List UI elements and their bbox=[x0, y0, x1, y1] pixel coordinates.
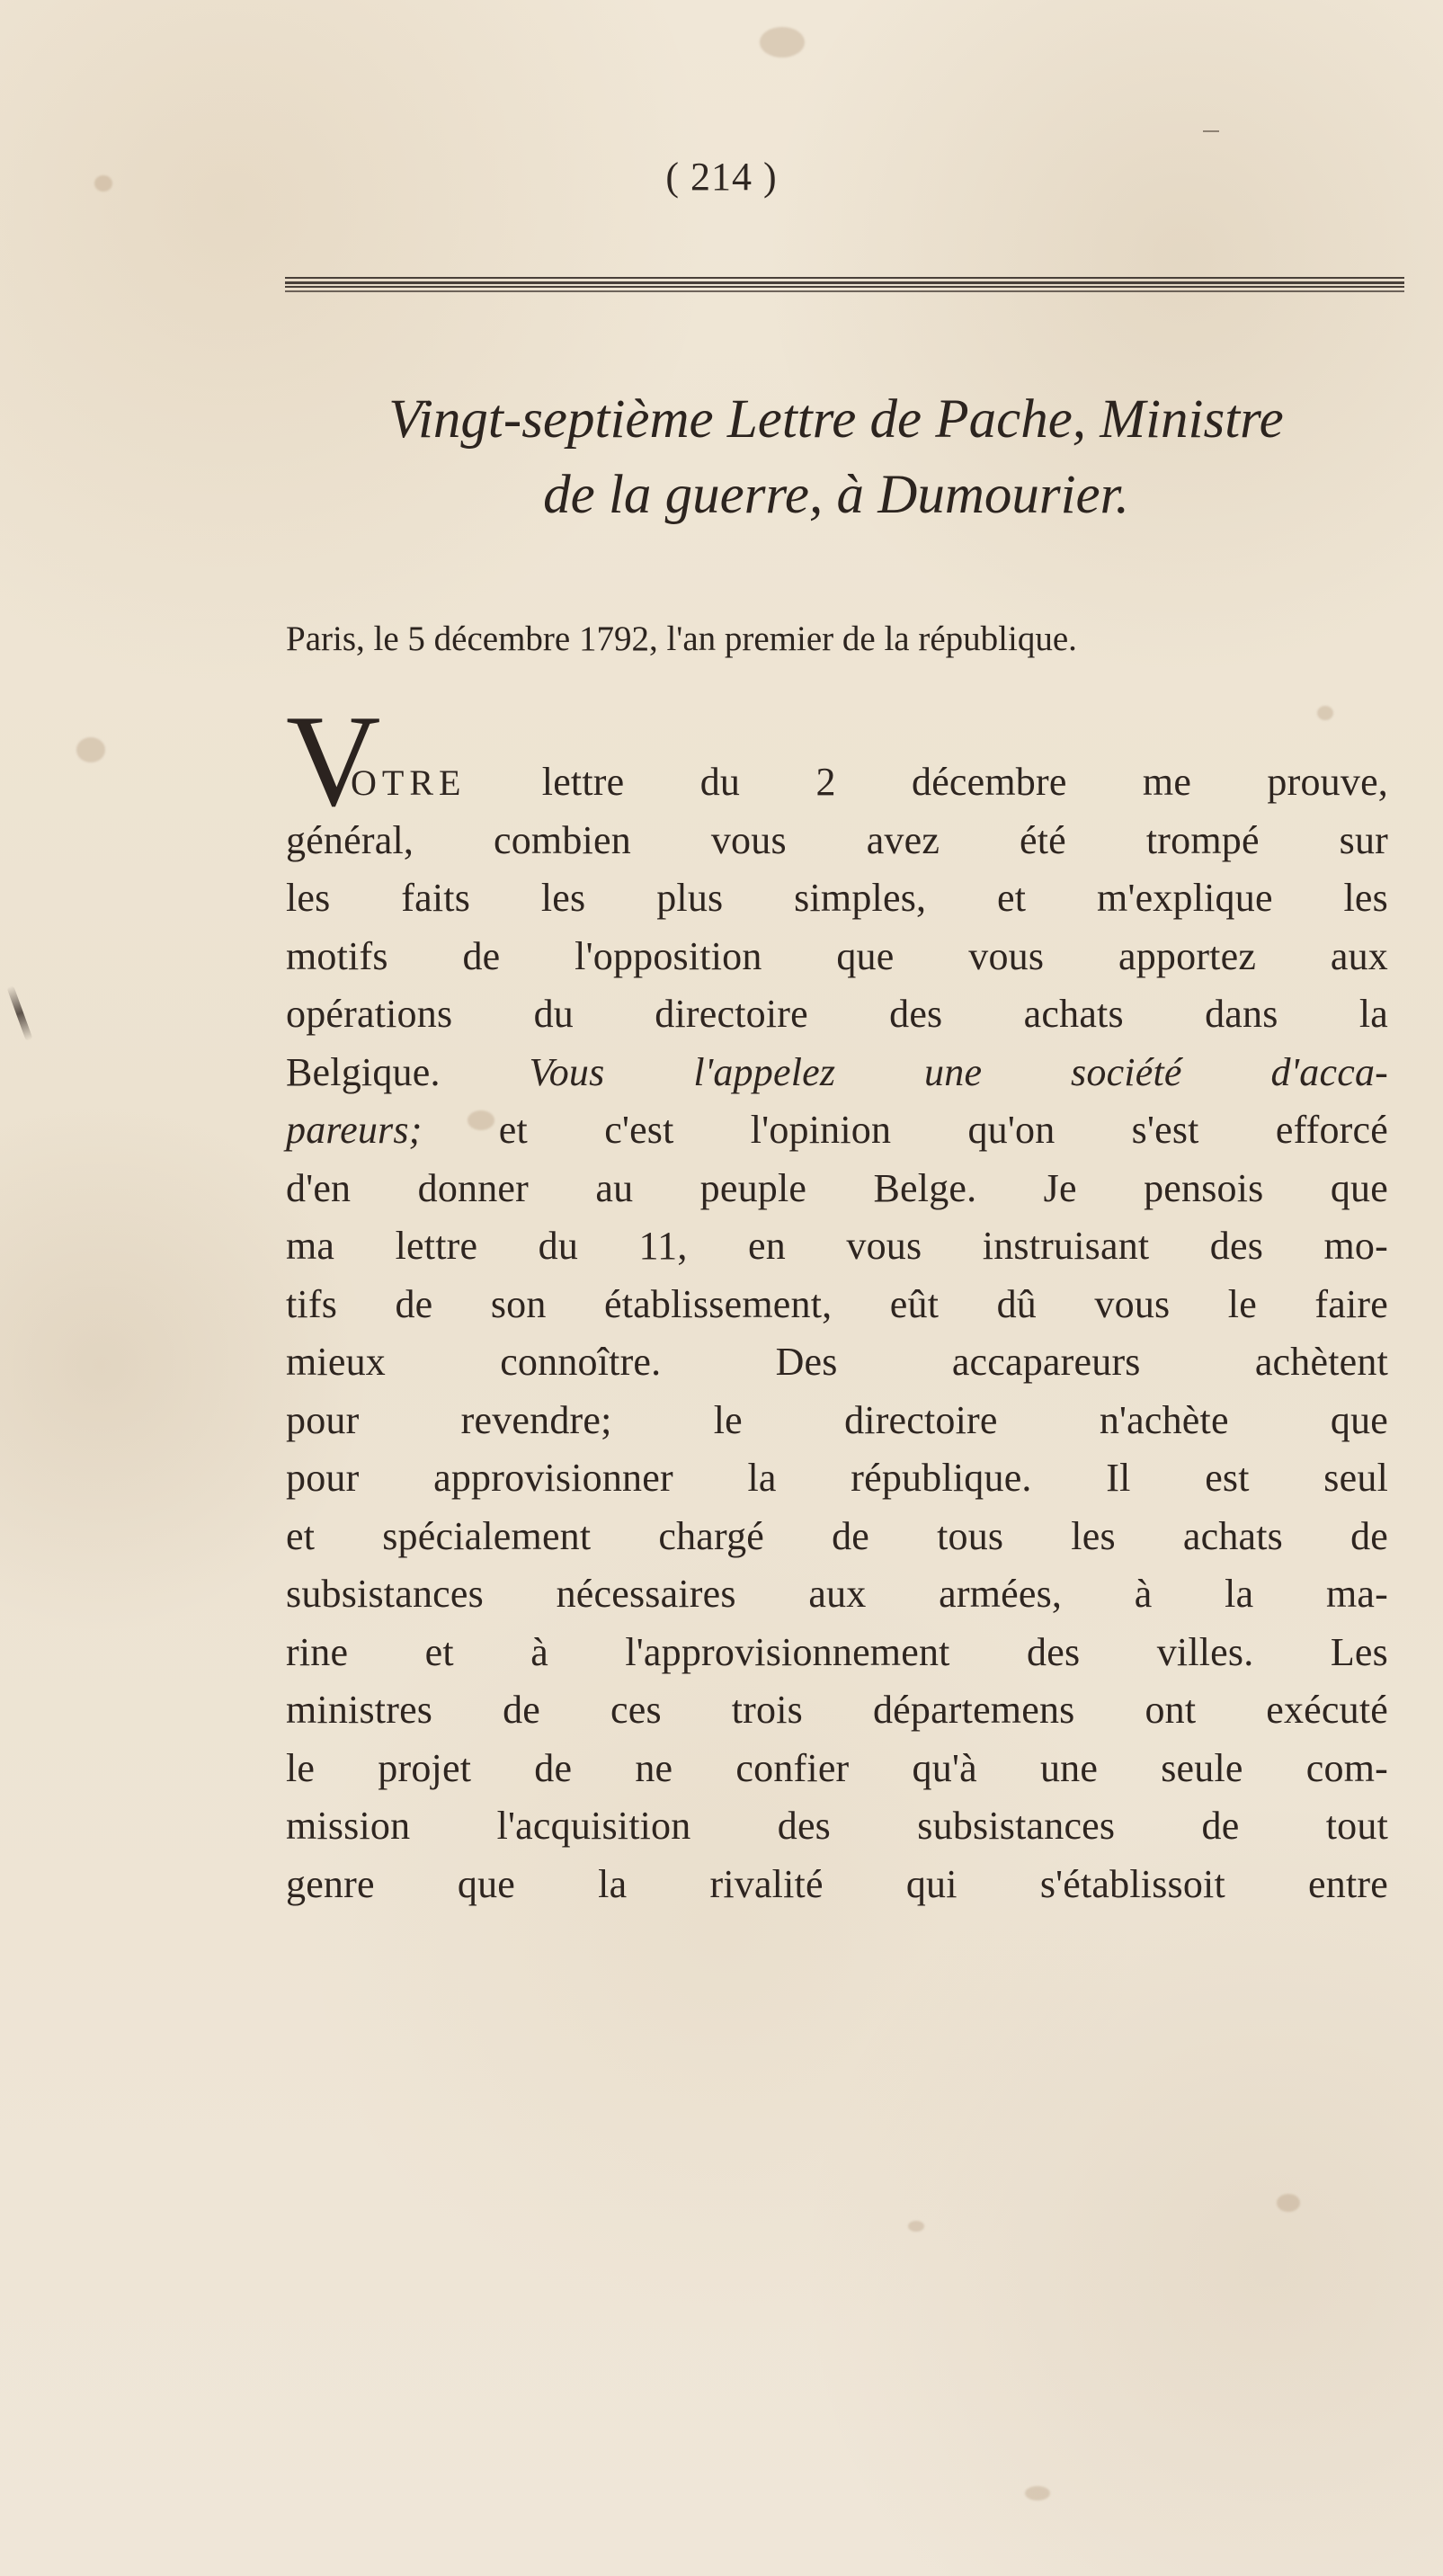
body-line-12: pour revendre; le directoire n'achète que bbox=[286, 1397, 1388, 1442]
body-line-6 bbox=[286, 1044, 1388, 1102]
paper-stain bbox=[1025, 2486, 1050, 2500]
letter-title bbox=[288, 382, 1385, 533]
letter-body bbox=[286, 688, 1388, 1913]
body-line-18: le projet de ne confier qu'à une seule com- bbox=[286, 1745, 1388, 1790]
body-line-13: pour approvisionner la république. Il est seul bbox=[286, 1456, 1388, 1500]
body-line-1 bbox=[286, 688, 1388, 833]
title-line-2: de la guerre, à Dumourier. bbox=[543, 465, 1129, 525]
body-line-8: d'en donner au peuple Belge. Je pensois que bbox=[286, 1165, 1388, 1210]
body-line-2: général, combien vous avez été trompé sur bbox=[286, 817, 1388, 862]
body-line-7-italic: pareurs; bbox=[286, 1108, 423, 1152]
drop-cap: V bbox=[286, 688, 381, 833]
margin-mark bbox=[6, 985, 32, 1042]
body-line-11: mieux connoître. Des accapareurs achètent bbox=[286, 1340, 1388, 1384]
body-line-3: les faits les plus simples, et m'explique les bbox=[286, 876, 1388, 920]
body-line-19: mission l'acquisition des subsistances de tout bbox=[286, 1804, 1388, 1848]
body-line-10: tifs de son établissement, eût dû vous le faire bbox=[286, 1281, 1388, 1326]
rule-line bbox=[285, 277, 1404, 279]
header-rule bbox=[285, 277, 1404, 295]
body-line-14: et spécialement chargé de tous les achats de bbox=[286, 1513, 1388, 1558]
body-line-20: genre que la rivalité qui s'établissoit entre bbox=[286, 1861, 1388, 1906]
paper-stain bbox=[908, 2221, 924, 2232]
rule-line bbox=[285, 290, 1404, 292]
body-line-17: ministres de ces trois départemens ont exécuté bbox=[286, 1688, 1388, 1732]
opening-word-rest: OTRE bbox=[351, 762, 467, 803]
body-line-7 bbox=[286, 1101, 1388, 1160]
dateline: Paris, le 5 décembre 1792, l'an premier de la république. bbox=[286, 619, 1077, 658]
paper-stain bbox=[76, 737, 105, 762]
body-line-5: opérations du directoire des achats dans la bbox=[286, 992, 1388, 1036]
paper-stain bbox=[1317, 706, 1333, 720]
body-line-6-start: Belgique. bbox=[286, 1049, 441, 1094]
rule-line bbox=[285, 281, 1404, 284]
rule-line bbox=[285, 286, 1404, 288]
body-line-15: subsistances nécessaires aux armées, à la ma- bbox=[286, 1572, 1388, 1616]
body-line-7-rest: et c'est l'opinion qu'on s'est efforcé bbox=[498, 1108, 1388, 1152]
body-line-1-rest: lettre du 2 décembre me prouve, bbox=[541, 760, 1388, 804]
body-line-4: motifs de l'opposition que vous apportez aux bbox=[286, 933, 1388, 978]
title-line-1: Vingt-septième Lettre de Pache, Ministre bbox=[388, 389, 1284, 450]
body-line-16: rine et à l'approvisionnement des villes. Les bbox=[286, 1629, 1388, 1674]
paper-stain bbox=[760, 27, 805, 58]
body-line-9: ma lettre du 11, en vous instruisant des mo- bbox=[286, 1224, 1388, 1268]
ink-dash bbox=[1203, 130, 1219, 132]
page-number: ( 214 ) bbox=[665, 155, 778, 199]
body-line-6-italic: Vous l'appelez une société d'acca- bbox=[529, 1049, 1388, 1094]
paper-stain bbox=[1277, 2194, 1300, 2212]
